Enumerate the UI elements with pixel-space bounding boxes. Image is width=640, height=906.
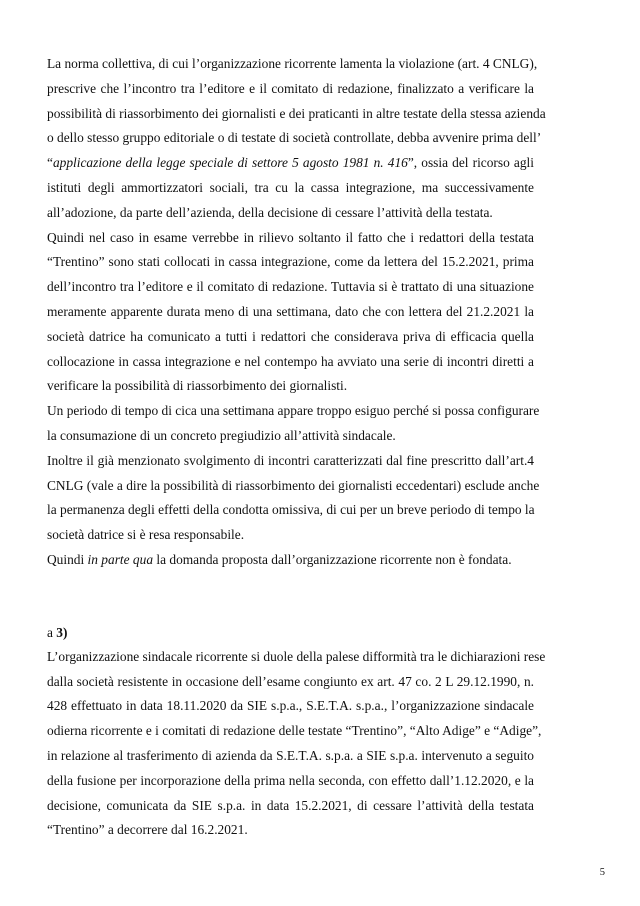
text-segment: società datrice si è resa responsabile. — [47, 527, 245, 543]
text-line — [47, 250, 534, 275]
italic-text: applicazione della legge speciale di settore 5 agosto 1981 n. 416 — [52, 155, 408, 171]
text-segment: istituti degli ammortizzatori sociali, tra cu la cassa integrazione, ma successivamente — [47, 179, 534, 195]
text-line — [47, 498, 534, 523]
text-line — [47, 201, 534, 226]
text-segment: “Trentino” a decorrere dal 16.2.2021. — [47, 822, 248, 838]
text-line — [47, 151, 534, 176]
text-line — [47, 350, 534, 375]
text-line — [47, 325, 534, 350]
text-segment: meramente apparente durata meno di una settimana, dato che con lettera del 21.2.2021 la — [47, 303, 534, 319]
text-line — [47, 645, 546, 670]
text-segment: decisione, comunicata da SIE s.p.a. in data 15.2.2021, di cessare l’attività della testata — [47, 797, 534, 813]
text-line — [47, 399, 540, 424]
text-line — [47, 126, 542, 151]
text-line — [47, 424, 534, 449]
text-segment: all’adozione, da parte dell’azienda, della decisione di cessare l’attività della testata. — [47, 204, 493, 220]
text-segment: possibilità di riassorbimento dei giornalisti e dei praticanti in altre testate della stessa azienda — [47, 105, 546, 121]
text-line — [47, 77, 534, 102]
paragraph — [47, 52, 546, 226]
text-segment: odierna ricorrente e i comitati di redazione delle testate “Trentino”, “Alto Adige” e “Adige”, — [47, 723, 542, 739]
text-segment: “ — [47, 155, 53, 171]
body-text-upper — [47, 52, 546, 573]
text-segment: verificare la possibilità di riassorbimento dei giornalisti. — [47, 378, 348, 394]
section-heading-number: 3) — [56, 625, 68, 640]
page-number: 5 — [599, 867, 605, 878]
text-segment: “Trentino” sono stati collocati in cassa integrazione, come da lettera del 15.2.2021, prima — [47, 254, 534, 270]
paragraph — [47, 399, 540, 449]
text-segment: la permanenza degli effetti della condotta omissiva, di cui per un breve periodo di tempo la — [47, 502, 535, 518]
text-line — [47, 548, 534, 573]
text-line — [47, 52, 538, 77]
text-line — [47, 744, 534, 769]
text-segment: Quindi nel caso in esame verrebbe in rilievo soltanto il fatto che i redattori della testata — [47, 229, 534, 245]
text-line — [47, 474, 540, 499]
paragraph — [47, 226, 534, 400]
body-text-lower — [47, 620, 546, 843]
paragraph — [47, 548, 534, 573]
text-segment: La norma collettiva, di cui l’organizzazione ricorrente lamenta la violazione (art. 4 CNLG), — [47, 56, 538, 71]
text-line — [47, 818, 534, 843]
text-line — [47, 670, 534, 695]
text-line — [47, 694, 534, 719]
text-segment: ”, ossia del ricorso agli — [407, 155, 534, 171]
text-segment: CNLG (vale a dire la possibilità di riassorbimento dei giornalisti eccedentari) esclude anche — [47, 477, 540, 493]
text-segment: della fusione per incorporazione della prima nella seconda, con effetto dall’1.12.2020, e la — [47, 772, 534, 788]
text-line — [47, 102, 546, 127]
paragraph — [47, 449, 540, 548]
text-line — [47, 719, 542, 744]
text-line — [47, 794, 534, 819]
section-heading-prefix: a — [47, 625, 57, 640]
text-line — [47, 176, 534, 201]
text-segment: L’organizzazione sindacale ricorrente si duole della palese difformità tra le dichiarazioni rese — [47, 648, 546, 664]
text-segment: dalla società resistente in occasione dell’esame congiunto ex art. 47 co. 2 L 29.12.1990, n. — [47, 673, 534, 689]
text-line — [47, 300, 534, 325]
text-line — [47, 449, 534, 474]
paragraph — [47, 645, 546, 843]
text-line — [47, 769, 534, 794]
text-line — [47, 275, 534, 300]
text-segment: Inoltre il già menzionato svolgimento di incontri caratterizzati dal fine prescritto dall’art.4 — [47, 452, 534, 468]
italic-text: in parte qua — [87, 551, 154, 567]
text-segment: 428 effettuato in data 18.11.2020 da SIE s.p.a., S.E.T.A. s.p.a., l’organizzazione sindacale — [47, 698, 534, 714]
text-segment: dell’incontro tra l’editore e il comitato di redazione. Tuttavia si è trattato di una situazione — [47, 279, 534, 295]
text-segment: Quindi — [47, 551, 88, 567]
text-line — [47, 374, 534, 399]
text-line — [47, 226, 534, 251]
text-line — [47, 523, 534, 548]
text-segment: prescrive che l’incontro tra l’editore e il comitato di redazione, finalizzato a verificare la — [47, 80, 534, 96]
text-segment: la consumazione di un concreto pregiudizio all’attività sindacale. — [47, 427, 396, 443]
text-segment: la domanda proposta dall’organizzazione ricorrente non è fondata. — [153, 551, 512, 567]
text-segment: società datrice ha comunicato a tutti i redattori che considerava priva di efficacia quella — [47, 328, 534, 344]
spacer-line — [47, 620, 534, 645]
text-segment: in relazione al trasferimento di azienda da S.E.T.A. s.p.a. a SIE s.p.a. intervenuto a seguito — [47, 747, 534, 763]
text-segment: collocazione in cassa integrazione e nel contempo ha avviato una serie di incontri diretti a — [47, 353, 534, 369]
text-segment: Un periodo di tempo di cica una settimana appare troppo esiguo perché si possa configurare — [47, 403, 540, 419]
text-segment: o dello stesso gruppo editoriale o di testate di società controllate, debba avvenire prima dell’ — [47, 130, 542, 146]
